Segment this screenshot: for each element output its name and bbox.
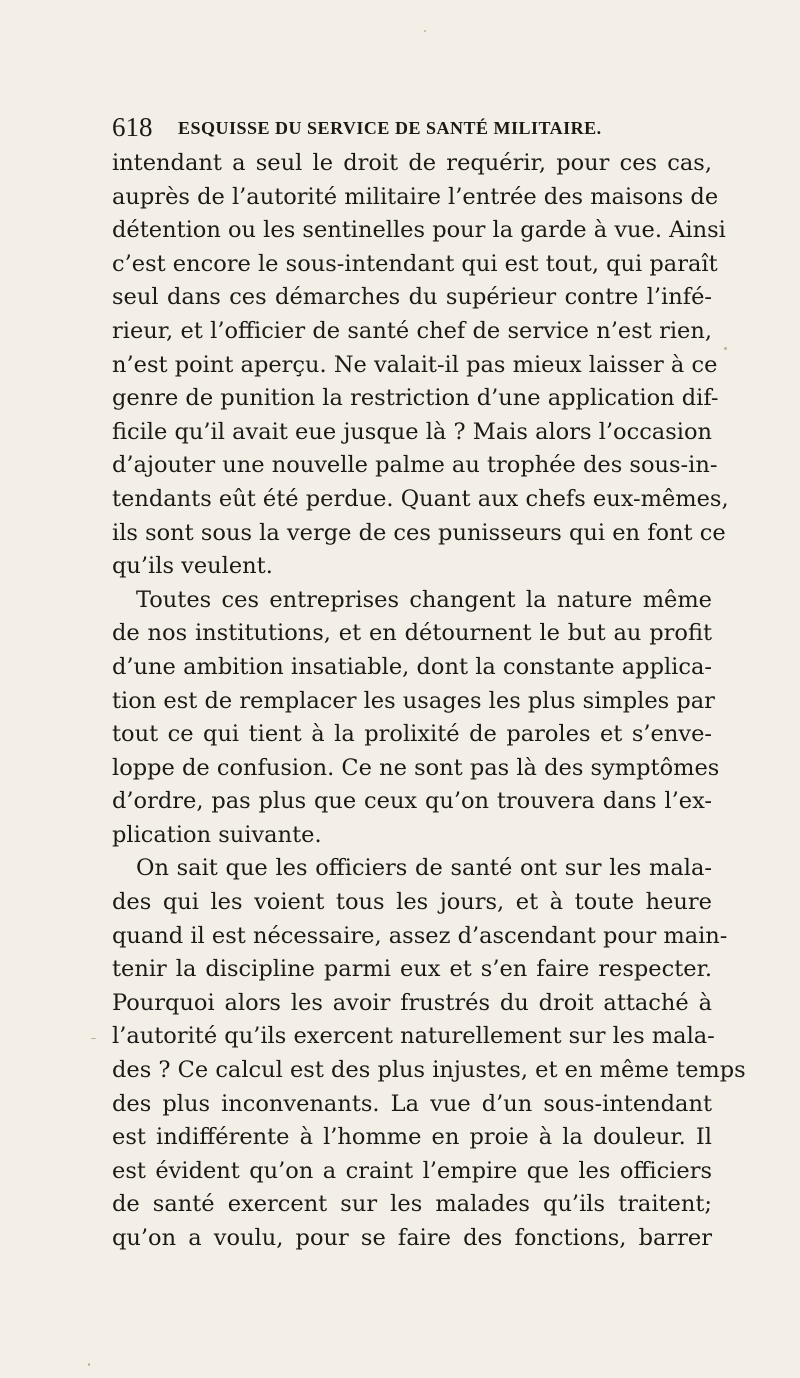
text-line: de santé exercent sur les malades qu’ils traitent; xyxy=(112,1191,712,1218)
text-line: des ? Ce calcul est des plus injustes, et en même temps xyxy=(112,1057,746,1084)
text-line: d’ajouter une nouvelle palme au trophée des sous-in- xyxy=(112,452,718,479)
running-title: ESQUISSE DU SERVICE DE SANTÉ MILITAIRE. xyxy=(178,118,602,138)
text-line: loppe de confusion. Ce ne sont pas là des symptômes xyxy=(112,754,720,781)
text-line: est évident qu’on a craint l’empire que les officiers xyxy=(112,1157,712,1184)
text-line: tion est de remplacer les usages les plus simples par xyxy=(112,687,715,714)
text-line: tout ce qui tient à la prolixité de paroles et s’enve- xyxy=(112,721,712,748)
paragraph-end-line: qu’ils veulent. xyxy=(112,553,273,580)
text-line: tenir la discipline parmi eux et s’en faire respecter. xyxy=(112,956,712,983)
paper-speck xyxy=(88,1363,90,1366)
text-line: ils sont sous la verge de ces punisseurs qui en font ce xyxy=(112,519,726,546)
text-line: intendant a seul le droit de requérir, pour ces cas, xyxy=(112,150,712,176)
text-line: quand il est nécessaire, assez d’ascendant pour main- xyxy=(112,922,728,949)
text-line: ficile qu’il avait eue jusque là ? Mais alors l’occasion xyxy=(112,418,712,445)
text-line: détention ou les sentinelles pour la garde à vue. Ainsi xyxy=(112,217,726,244)
text-line: qu’on a voulu, pour se faire des fonctions, barrer xyxy=(112,1225,712,1251)
text-line: genre de punition la restriction d’une application dif- xyxy=(112,385,719,412)
text-line: est indifférente à l’homme en proie à la douleur. Il xyxy=(112,1124,712,1151)
text-line: de nos institutions, et en détournent le but au profit xyxy=(112,620,712,647)
text-line: c’est encore le sous-intendant qui est tout, qui paraît xyxy=(112,250,718,277)
body-text xyxy=(112,147,746,1256)
paper-speck xyxy=(424,30,426,32)
paragraph-end-line: plication suivante. xyxy=(112,821,322,848)
text-line: l’autorité qu’ils exercent naturellement sur les mala- xyxy=(112,1023,715,1050)
text-line: Pourquoi alors les avoir frustrés du droit attaché à xyxy=(112,989,712,1016)
text-line: d’ordre, pas plus que ceux qu’on trouvera dans l’ex- xyxy=(112,788,712,815)
running-head xyxy=(112,112,682,142)
page-number: 618 xyxy=(112,112,153,142)
paragraph-start-line: Toutes ces entreprises changent la nature même xyxy=(136,586,712,613)
text-line: des plus inconvenants. La vue d’un sous-intendant xyxy=(112,1090,712,1117)
text-line: rieur, et l’officier de santé chef de service n’est rien, xyxy=(112,317,712,344)
text-line: des qui les voient tous les jours, et à toute heure xyxy=(112,889,712,916)
text-line: auprès de l’autorité militaire l’entrée des maisons de xyxy=(112,183,719,210)
text-line: d’une ambition insatiable, dont la constante applica- xyxy=(112,653,712,680)
paragraph-start-line: On sait que les officiers de santé ont sur les mala- xyxy=(136,855,712,882)
paper-speck xyxy=(91,1038,96,1039)
text-line: seul dans ces démarches du supérieur contre l’infé- xyxy=(112,284,712,311)
text-line: tendants eût été perdue. Quant aux chefs eux-mêmes, xyxy=(112,485,729,512)
text-line: n’est point aperçu. Ne valait-il pas mieux laisser à ce xyxy=(112,351,718,378)
paper-speck xyxy=(724,347,727,350)
